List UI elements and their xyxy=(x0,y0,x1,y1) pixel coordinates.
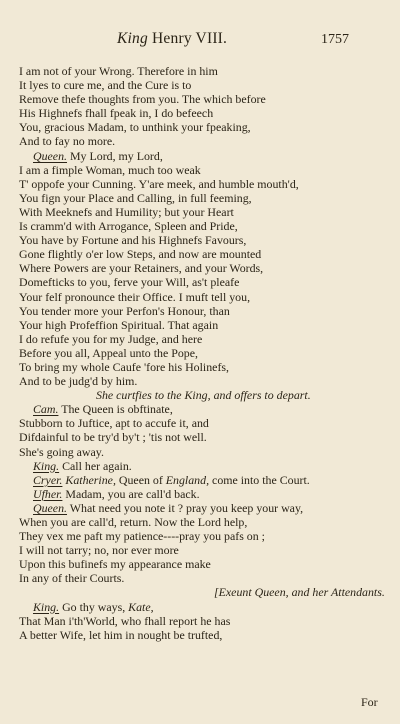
verse-line: Your felf pronounce their Office. I muft tell you, xyxy=(19,289,251,304)
running-title-rest: Henry VIII. xyxy=(152,30,228,47)
verse-line: His Highnefs fhall fpeak in, I do befeech xyxy=(19,106,214,121)
speaker-name: Queen. xyxy=(33,148,68,163)
verse-line: To bring my whole Caufe 'fore his Holinefs, xyxy=(19,359,230,374)
verse-line: Gone flightly o'er low Steps, and now are mounted xyxy=(19,247,262,262)
speech-text: Call her again. xyxy=(59,458,132,473)
speech-text: The Queen is obftinate, xyxy=(58,402,173,417)
verse-line: And to be judg'd by him. xyxy=(19,374,138,389)
verse-line: Before you all, Appeal unto the Pope, xyxy=(19,345,198,360)
speech-line xyxy=(19,459,389,473)
verse-line: I do refufe you for my Judge, and here xyxy=(19,331,203,346)
speech-text-part: come into the Court. xyxy=(209,472,310,487)
verse-line: Domefticks to you, ferve your Will, as't pleafe xyxy=(19,275,240,290)
speech-line xyxy=(19,600,389,614)
speech-text-part: Kate, xyxy=(128,599,154,614)
verse-line: You tender more your Perfon's Honour, than xyxy=(19,303,230,318)
speech-line xyxy=(19,473,389,487)
page-header xyxy=(0,30,400,50)
verse-line: You have by Fortune and his Highnefs Favours, xyxy=(19,233,247,248)
verse-line: Is cramm'd with Arrogance, Spleen and Pride, xyxy=(19,219,238,234)
running-title xyxy=(117,30,227,48)
speech-text-part: Katherine, xyxy=(65,472,116,487)
page-number: 1757 xyxy=(321,32,349,47)
verse-line: She's going away. xyxy=(19,444,104,459)
speech-line xyxy=(19,402,389,416)
verse-line: When you are call'd, return. Now the Lord help, xyxy=(19,515,248,529)
verse-line: You fign your Place and Calling, in full feeming, xyxy=(19,190,252,205)
play-text xyxy=(19,64,389,642)
verse-line: Your high Profeffion Spiritual. That again xyxy=(19,317,219,332)
speaker-name: King. xyxy=(33,599,60,614)
verse-line: Difdainful to be try'd by't ; 'tis not well. xyxy=(19,430,207,445)
verse-line: It lyes to cure me, and the Cure is to xyxy=(19,78,192,93)
verse-line: T' oppofe your Cunning. Y'are meek, and humble mouth'd, xyxy=(19,176,299,191)
verse-line: That Man i'th'World, who fhall report he has xyxy=(19,613,231,628)
verse-line: Upon this bufinefs my appearance make xyxy=(19,557,211,572)
verse-line: You, gracious Madam, to unthink your fpeaking, xyxy=(19,120,251,135)
verse-line: Where Powers are your Retainers, and your Words, xyxy=(19,261,264,276)
speaker-name: King. xyxy=(33,458,60,473)
verse-line: A better Wife, let him in nought be trufted, xyxy=(19,627,223,642)
speech-text: My Lord, my Lord, xyxy=(67,148,163,163)
speaker-name: Ufher. xyxy=(33,486,63,501)
verse-line: Remove thefe thoughts from you. The which before xyxy=(19,92,266,107)
stage-direction: [Exeunt Queen, and her Attendants. xyxy=(214,585,385,600)
verse-line: They vex me paft my patience----pray you pafs on ; xyxy=(19,529,265,544)
catchword: For xyxy=(361,695,378,709)
verse-line: Stubborn to Juftice, apt to accufe it, and xyxy=(19,416,209,431)
verse-line: I will not tarry; no, nor ever more xyxy=(19,543,179,558)
verse-line: I am not of your Wrong. Therefore in him xyxy=(19,64,218,78)
stage-direction: She curtfies to the King, and offers to depart. xyxy=(96,388,311,403)
verse-line: With Meeknefs and Humility; but your Heart xyxy=(19,204,234,219)
speech-text-part: Queen of xyxy=(115,472,166,487)
speaker-name: Cam. xyxy=(33,402,59,417)
verse-line: In any of their Courts. xyxy=(19,571,125,586)
speech-text-part: Go thy ways, xyxy=(59,599,129,614)
speech-text-part: England, xyxy=(165,472,210,487)
speech-line xyxy=(19,487,389,501)
speech-text: Madam, you are call'd back. xyxy=(62,486,200,501)
speaker-name: Queen. xyxy=(33,500,68,515)
verse-line: I am a fimple Woman, much too weak xyxy=(19,162,201,177)
speaker-name: Cryer. xyxy=(33,472,63,487)
running-title-italic: King xyxy=(117,30,148,47)
speech-line xyxy=(19,501,389,515)
verse-line: And to fay no more. xyxy=(19,134,116,149)
speech-line xyxy=(19,149,389,163)
speech-text: What need you note it ? pray you keep your way, xyxy=(67,500,304,515)
